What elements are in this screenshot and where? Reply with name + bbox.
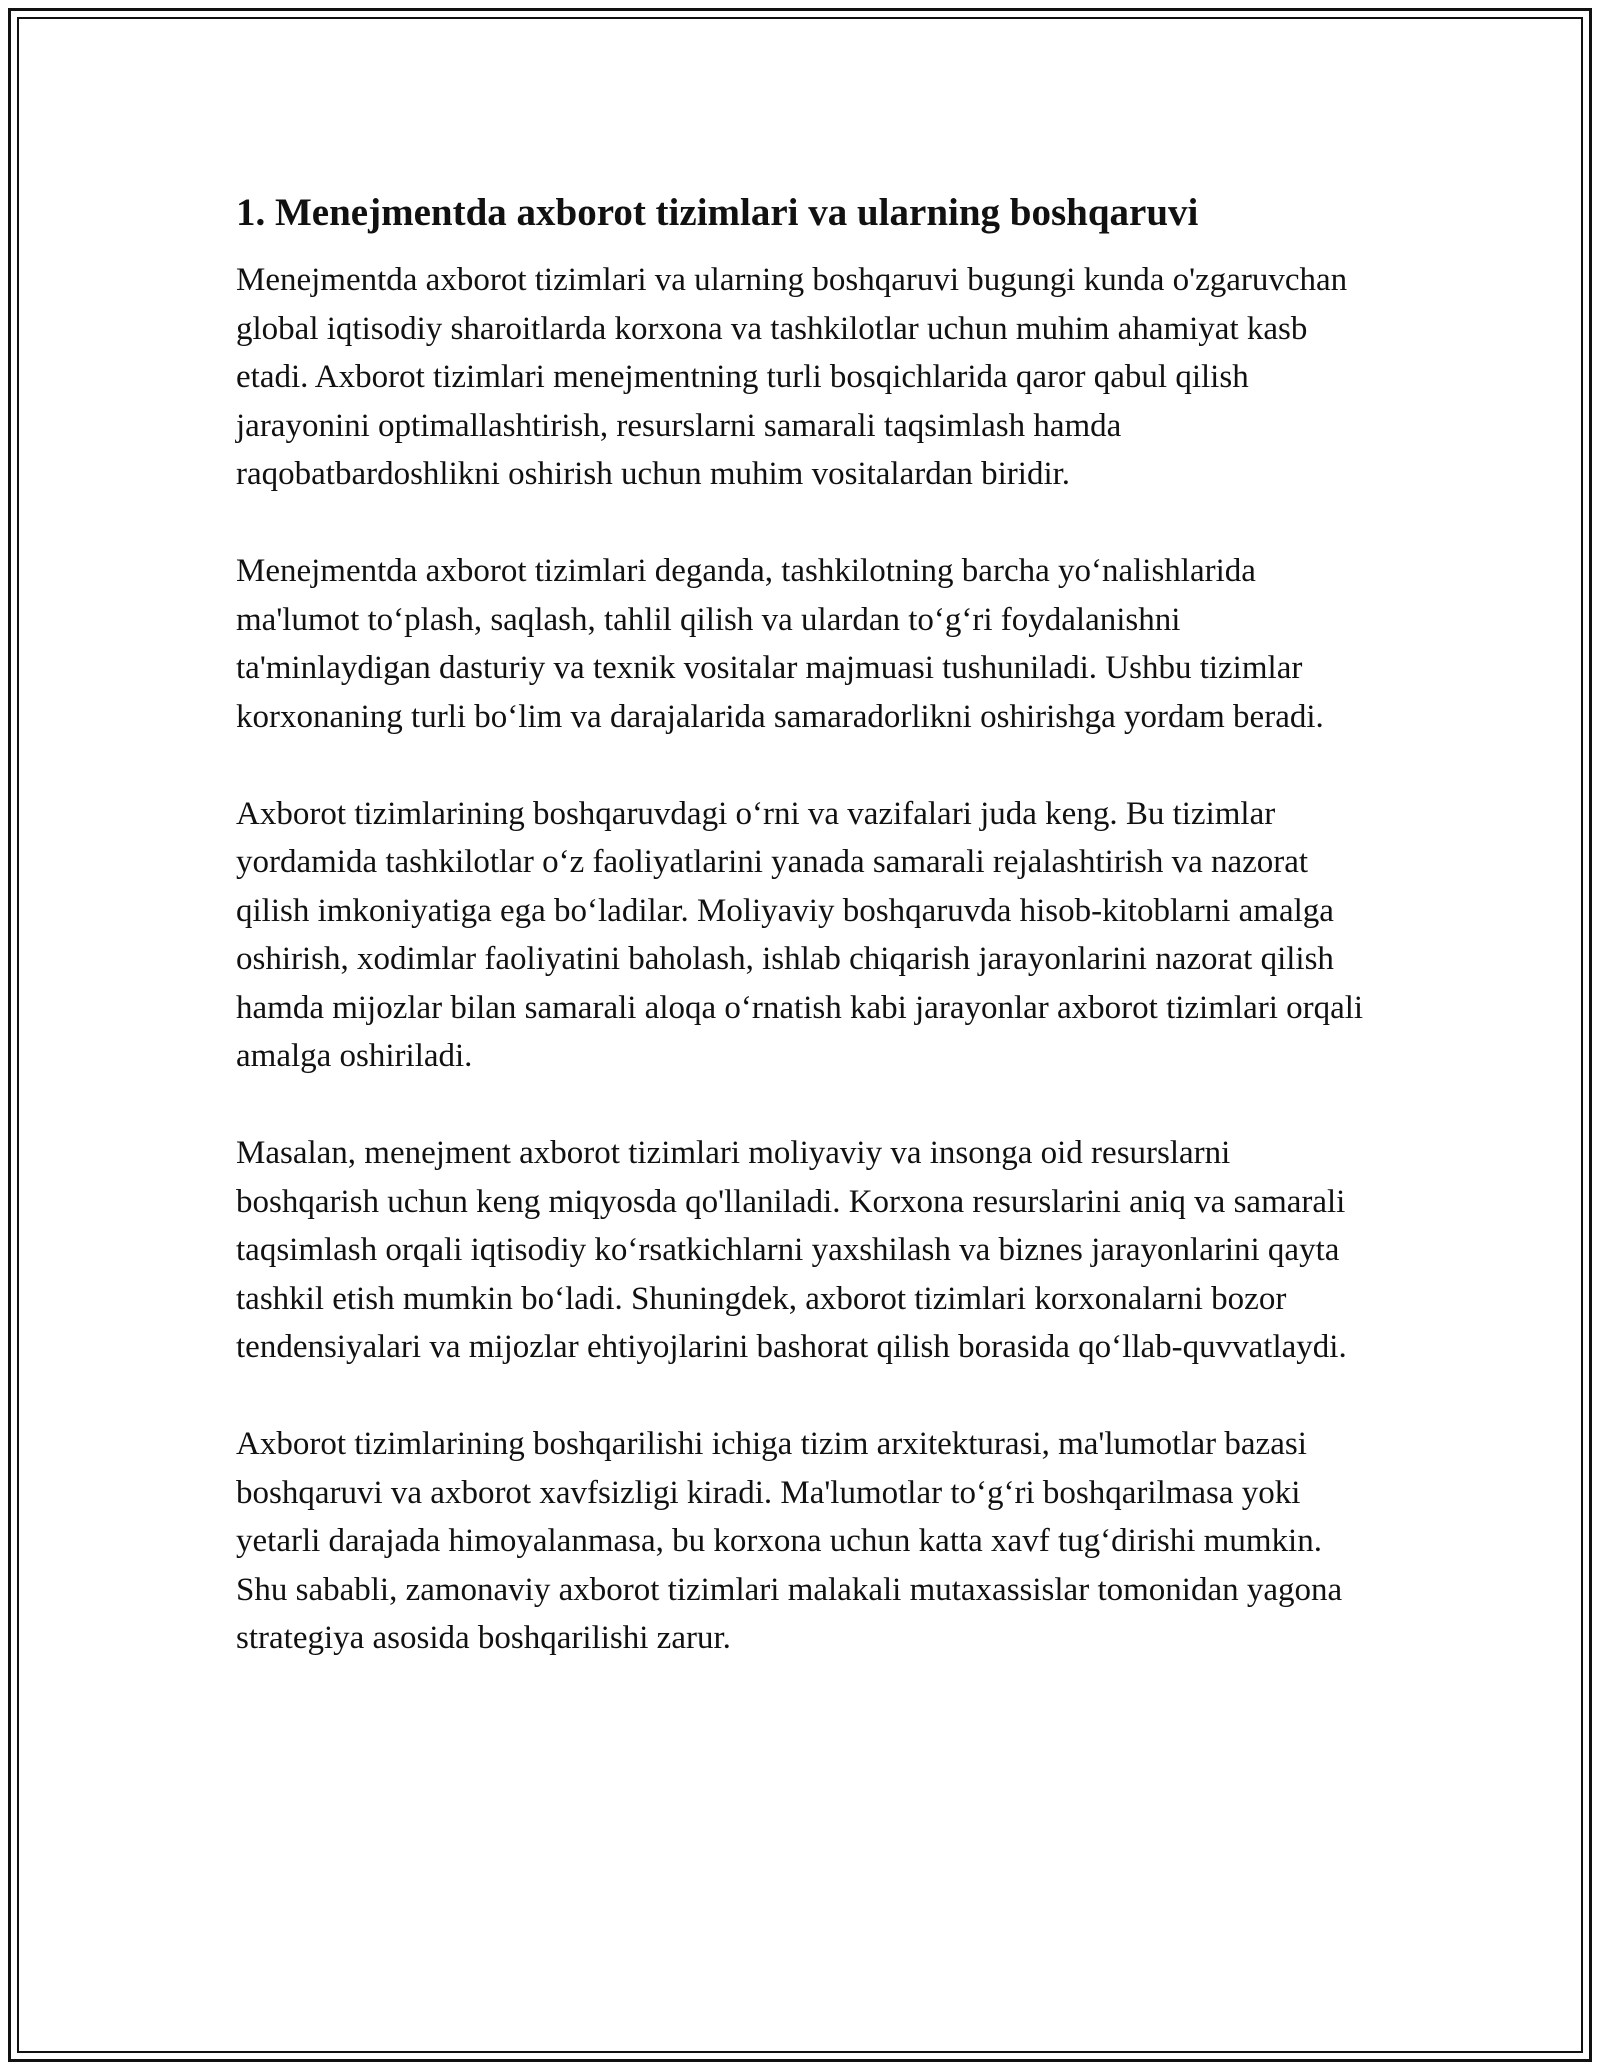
paragraph-2: Menejmentda axborot tizimlari deganda, tashkilotning barcha yo‘nalishlarida ma'lumot to‘plash, saqlash, tahlil qilish va ulardan to‘g‘ri foydalanishni ta'minlaydigan dasturiy va texnik vositalar majmuasi tushuniladi. Ushbu tizimlar korxonaning turli bo‘lim va darajalarida samaradorlikni oshirishga yordam beradi. bbox=[236, 553, 1324, 735]
document-body bbox=[236, 188, 1376, 1711]
paragraph-3: Axborot tizimlarining boshqaruvdagi o‘rni va vazifalari juda keng. Bu tizimlar yordamida tashkilotlar o‘z faoliyatlarini yanada samarali rejalashtirish va nazorat qilish imkoniyatiga ega bo‘ladilar. Moliyaviy boshqaruvda hisob-kitoblarni amalga oshirish, xodimlar faoliyatini baholash, ishlab chiqarish jarayonlarini nazorat qilish hamda mijozlar bilan samarali aloqa o‘rnatish kabi jarayonlar axborot tizimlari orqali amalga oshiriladi. bbox=[236, 795, 1364, 1074]
paragraph-5: Axborot tizimlarining boshqarilishi ichiga tizim arxitekturasi, ma'lumotlar bazasi boshqaruvi va axborot xavfsizligi kiradi. Ma'lumotlar to‘g‘ri boshqarilmasa yoki yetarli darajada himoyalanmasa, bu korxona uchun katta xavf tug‘dirishi mumkin. Shu sababli, zamonaviy axborot tizimlari malakali mutaxassislar tomonidan yagona strategiya asosida boshqarilishi zarur. bbox=[236, 1426, 1343, 1656]
paragraph-4: Masalan, menejment axborot tizimlari moliyaviy va insonga oid resurslarni boshqarish uchun keng miqyosda qo'llaniladi. Korxona resurslarini aniq va samarali taqsimlash orqali iqtisodiy ko‘rsatkichlarni yaxshilash va biznes jarayonlarini qayta tashkil etish mumkin bo‘ladi. Shuningdek, axborot tizimlari korxonalarni bozor tendensiyalari va mijozlar ehtiyojlarini bashorat qilish borasida qo‘llab-quvvatlaydi. bbox=[236, 1135, 1347, 1365]
section-heading: 1. Menejmentda axborot tizimlari va ularning boshqaruvi bbox=[236, 191, 1199, 234]
paragraph-1: Menejmentda axborot tizimlari va ularning boshqaruvi bugungi kunda o'zgaruvchan global iqtisodiy sharoitlarda korxona va tashkilotlar uchun muhim ahamiyat kasb etadi. Axborot tizimlari menejmentning turli bosqichlarida qaror qabul qilish jarayonini optimallashtirish, resurslarni samarali taqsimlash hamda raqobatbardoshlikni oshirish uchun muhim vositalardan biridir. bbox=[236, 262, 1348, 492]
